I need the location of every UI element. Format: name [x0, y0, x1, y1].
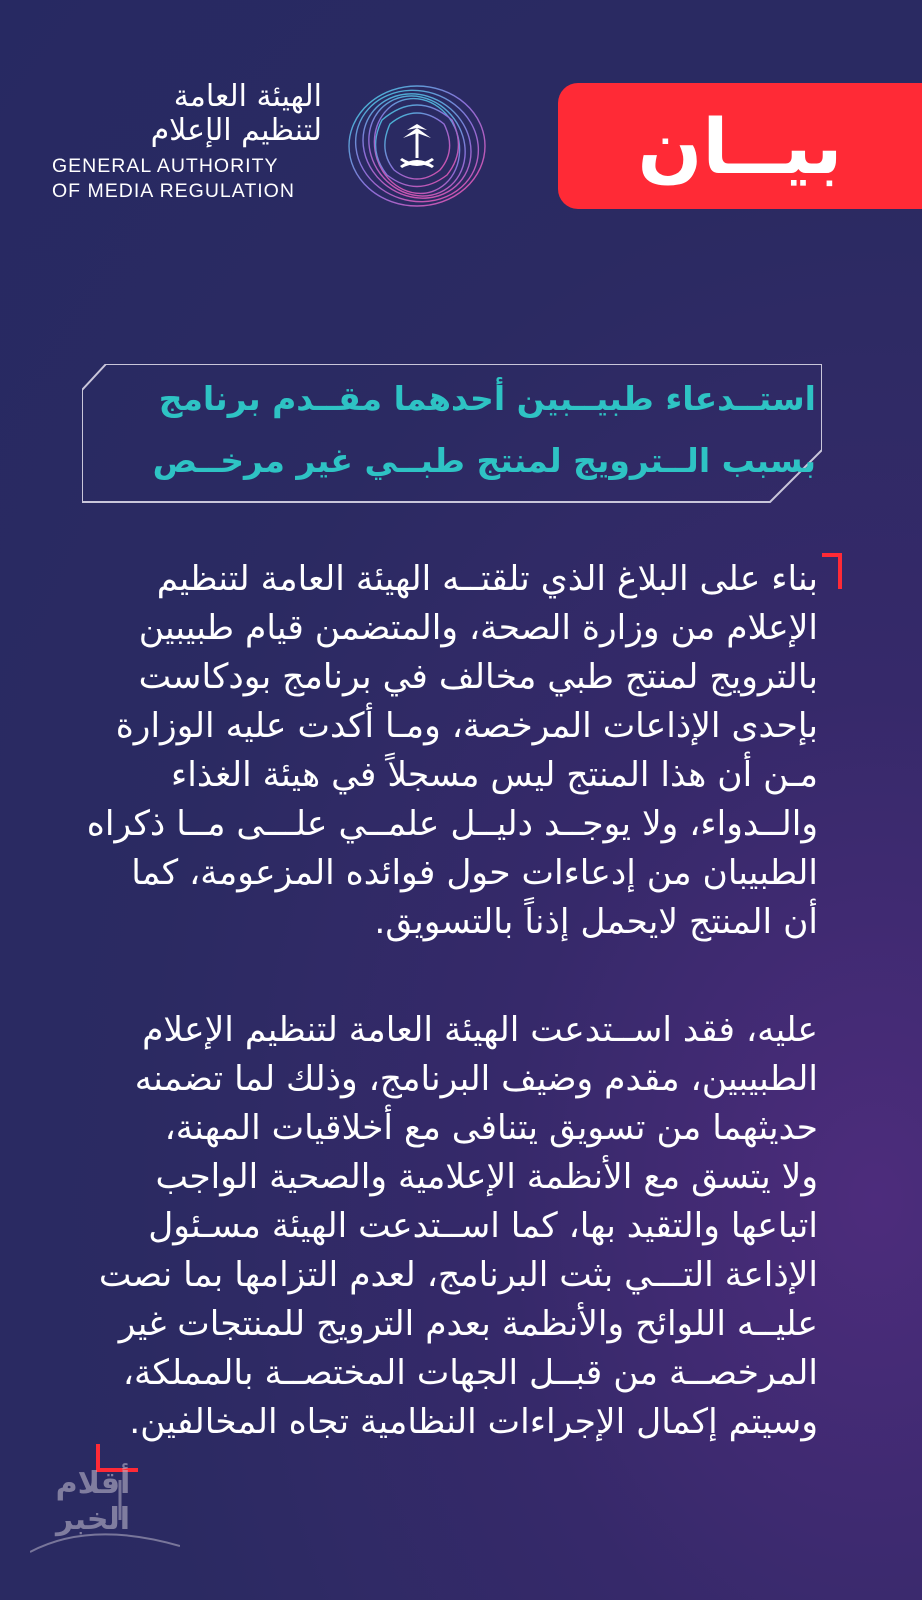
statement-badge-label: بيــان: [637, 101, 843, 191]
logo-name-en-line1: GENERAL AUTHORITY: [52, 155, 279, 177]
accent-corner-top-right: [822, 553, 842, 589]
headline-line1: استــدعاء طبيــبين أحدهما مقــدم برنامج: [158, 379, 816, 418]
logo-name-ar-line1: الهيئة العامة: [173, 79, 322, 114]
paragraph-line: حديثهما من تسويق يتنافى مع أخلاقيات المهنة،: [164, 1108, 818, 1148]
paragraph-line: والــدواء، ولا يوجــد دليــل علمــي علـــى مــا ذكراه: [86, 804, 818, 844]
paragraph-line: الطبيبين، مقدم وضيف البرنامج، وذلك لما تضمنه: [134, 1059, 818, 1099]
paragraph-line: المرخصــة من قبــل الجهات المختصــة بالمملكة،: [122, 1353, 818, 1393]
watermark-line1: أقلام: [55, 1466, 131, 1501]
paragraph-line: أن المنتج لايحمل إذناً بالتسويق.: [374, 902, 818, 942]
paragraph-line: الإذاعة التـــي بثت البرنامج، لعدم التزامها بما نصت: [98, 1255, 818, 1295]
paragraph-line: عليــه اللوائح والأنظمة بعدم الترويج للمنتجات غير: [118, 1304, 818, 1344]
paragraph-line: مـن أن هذا المنتج ليس مسجلاً في هيئة الغذاء: [171, 755, 818, 795]
logo-name-en-line2: OF MEDIA REGULATION: [52, 180, 295, 202]
paragraph-line: بإحدى الإذاعات المرخصة، ومـا أكدت عليه الوزارة: [115, 706, 818, 746]
body-paragraph-1: [86, 555, 818, 947]
paragraph-line: وسيتم إكمال الإجراءات النظامية تجاه المخالفين.: [129, 1402, 818, 1442]
paragraph-line: عليه، فقد اســتدعت الهيئة العامة لتنظيم الإعلام: [142, 1010, 818, 1050]
logo-wordmark: [52, 80, 322, 204]
paragraph-line: بناء على البلاغ الذي تلقتــه الهيئة العامة لتنظيم: [156, 559, 818, 599]
watermark-line2: الخبر: [55, 1502, 131, 1537]
headline: [120, 368, 816, 492]
statement-badge: [558, 83, 922, 209]
saudi-emblem-icon: [342, 80, 492, 210]
paragraph-line: الطبيبان من إدعاءات حول فوائده المزعومة، كما: [131, 853, 818, 893]
paragraph-line: اتباعها والتقيد بها، كما اســتدعت الهيئة مسـئول: [148, 1206, 818, 1246]
body-paragraph-2: [96, 1006, 818, 1447]
paragraph-line: ولا يتسق مع الأنظمة الإعلامية والصحية الواجب: [155, 1157, 818, 1197]
watermark-logo: [38, 1466, 148, 1538]
paragraph-line: بالترويج لمنتج طبي مخالف في برنامج بودكاست: [138, 657, 818, 697]
headline-line2: بسبب الــترويج لمنتج طبــي غير مرخــص: [152, 441, 816, 480]
logo-name-ar-line2: لتنظيم الإعلام: [150, 113, 322, 148]
paragraph-line: الإعلام من وزارة الصحة، والمتضمن قيام طبيبين: [138, 608, 818, 648]
